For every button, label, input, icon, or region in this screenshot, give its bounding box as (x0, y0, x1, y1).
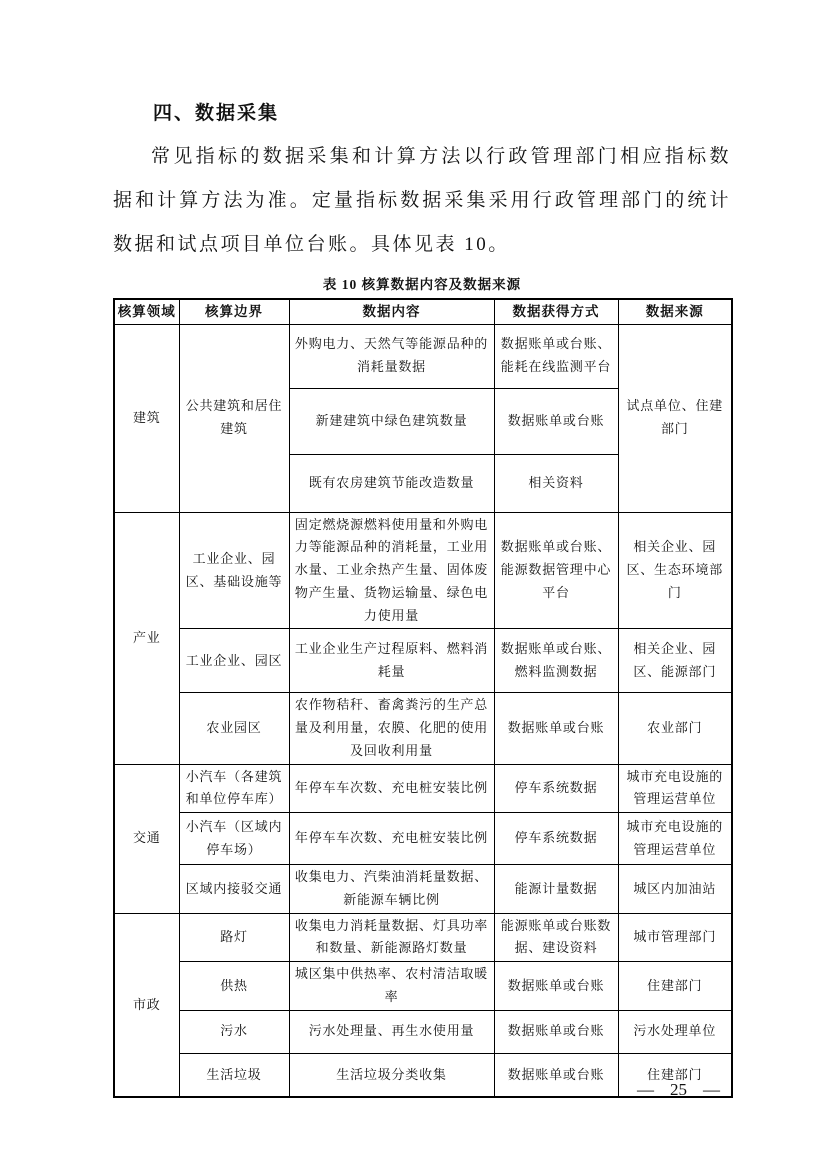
col-domain-cell: 交通 (114, 764, 179, 913)
col-content-cell: 外购电力、天然气等能源品种的消耗量数据 (289, 324, 494, 388)
col-content-cell: 城区集中供热率、农村清洁取暖率 (289, 962, 494, 1011)
col-content-cell: 收集电力、汽柴油消耗量数据、新能源车辆比例 (289, 865, 494, 914)
col-boundary-cell: 农业园区 (179, 693, 289, 764)
table-row (114, 913, 732, 962)
intro-paragraph: 常见指标的数据采集和计算方法以行政管理部门相应指标数据和计算方法为准。定量指标数据采集采用行政管理部门的统计数据和试点项目单位台账。具体见表 10。 (113, 146, 731, 255)
col-source-cell: 农业部门 (618, 693, 732, 764)
page-number (637, 1080, 720, 1100)
col-method-cell: 数据账单或台账、能源数据管理中心平台 (494, 512, 618, 629)
col-content-cell: 既有农房建筑节能改造数量 (289, 454, 494, 512)
col-method-cell: 能源账单或台账数据、建设资料 (494, 913, 618, 962)
col-source-cell: 相关企业、园区、能源部门 (618, 629, 732, 693)
col-source-cell: 污水处理单位 (618, 1010, 732, 1053)
col-content-cell: 年停车车次数、充电桩安装比例 (289, 813, 494, 865)
col-method-cell: 停车系统数据 (494, 764, 618, 813)
col-source-cell: 城区内加油站 (618, 865, 732, 914)
table-row (114, 962, 732, 1011)
header-boundary: 核算边界 (179, 299, 289, 324)
page-number-value: 25 (670, 1080, 687, 1099)
header-domain: 核算领域 (114, 299, 179, 324)
table-row (114, 865, 732, 914)
col-method-cell: 数据账单或台账 (494, 962, 618, 1011)
col-method-cell: 能源计量数据 (494, 865, 618, 914)
col-method-cell: 数据账单或台账 (494, 1010, 618, 1053)
col-method-cell: 数据账单或台账、燃料监测数据 (494, 629, 618, 693)
col-boundary-cell: 工业企业、园区 (179, 629, 289, 693)
col-source-cell: 城市充电设施的管理运营单位 (618, 764, 732, 813)
col-boundary-cell: 供热 (179, 962, 289, 1011)
table-row (114, 512, 732, 629)
col-source-cell: 住建部门 (618, 962, 732, 1011)
col-content-cell: 污水处理量、再生水使用量 (289, 1010, 494, 1053)
col-boundary-cell: 小汽车（各建筑和单位停车库） (179, 764, 289, 813)
section-heading: 四、数据采集 (153, 103, 280, 124)
col-source-cell: 住建部门 (618, 1053, 732, 1097)
col-method-cell: 数据账单或台账 (494, 693, 618, 764)
table-row (114, 1010, 732, 1053)
page-number-dash-right: — (703, 1080, 720, 1099)
col-source-cell: 相关企业、园区、生态环境部门 (618, 512, 732, 629)
col-boundary-cell: 公共建筑和居住建筑 (179, 324, 289, 512)
page-number-dash-left: — (637, 1080, 654, 1099)
table-row (114, 813, 732, 865)
col-method-cell: 数据账单或台账 (494, 1053, 618, 1097)
table-row (114, 629, 732, 693)
col-content-cell: 生活垃圾分类收集 (289, 1053, 494, 1097)
col-content-cell: 年停车车次数、充电桩安装比例 (289, 764, 494, 813)
table-row (114, 324, 732, 388)
table-header-row (114, 299, 732, 324)
col-content-cell: 新建建筑中绿色建筑数量 (289, 388, 494, 454)
col-boundary-cell: 路灯 (179, 913, 289, 962)
col-boundary-cell: 污水 (179, 1010, 289, 1053)
col-method-cell: 数据账单或台账、能耗在线监测平台 (494, 324, 618, 388)
table-row (114, 693, 732, 764)
col-domain-cell: 市政 (114, 913, 179, 1097)
col-source-cell: 试点单位、住建部门 (618, 324, 732, 512)
col-content-cell: 农作物秸秆、畜禽粪污的生产总量及利用量，农膜、化肥的使用及回收利用量 (289, 693, 494, 764)
col-boundary-cell: 工业企业、园区、基础设施等 (179, 512, 289, 629)
data-table (113, 298, 733, 1098)
header-method: 数据获得方式 (494, 299, 618, 324)
col-method-cell: 数据账单或台账 (494, 388, 618, 454)
col-domain-cell: 产业 (114, 512, 179, 764)
header-content: 数据内容 (289, 299, 494, 324)
table-row (114, 764, 732, 813)
col-content-cell: 工业企业生产过程原料、燃料消耗量 (289, 629, 494, 693)
col-method-cell: 停车系统数据 (494, 813, 618, 865)
table-caption: 表 10 核算数据内容及数据来源 (322, 277, 522, 292)
col-boundary-cell: 小汽车（区域内停车场） (179, 813, 289, 865)
col-source-cell: 城市管理部门 (618, 913, 732, 962)
col-source-cell: 城市充电设施的管理运营单位 (618, 813, 732, 865)
col-method-cell: 相关资料 (494, 454, 618, 512)
page-content (113, 0, 731, 1098)
col-content-cell: 固定燃烧源燃料使用量和外购电力等能源品种的消耗量，工业用水量、工业余热产生量、固体废物产生量、货物运输量、绿色电力使用量 (289, 512, 494, 629)
col-boundary-cell: 区域内接驳交通 (179, 865, 289, 914)
header-source: 数据来源 (618, 299, 732, 324)
col-domain-cell: 建筑 (114, 324, 179, 512)
col-boundary-cell: 生活垃圾 (179, 1053, 289, 1097)
col-content-cell: 收集电力消耗量数据、灯具功率和数量、新能源路灯数量 (289, 913, 494, 962)
